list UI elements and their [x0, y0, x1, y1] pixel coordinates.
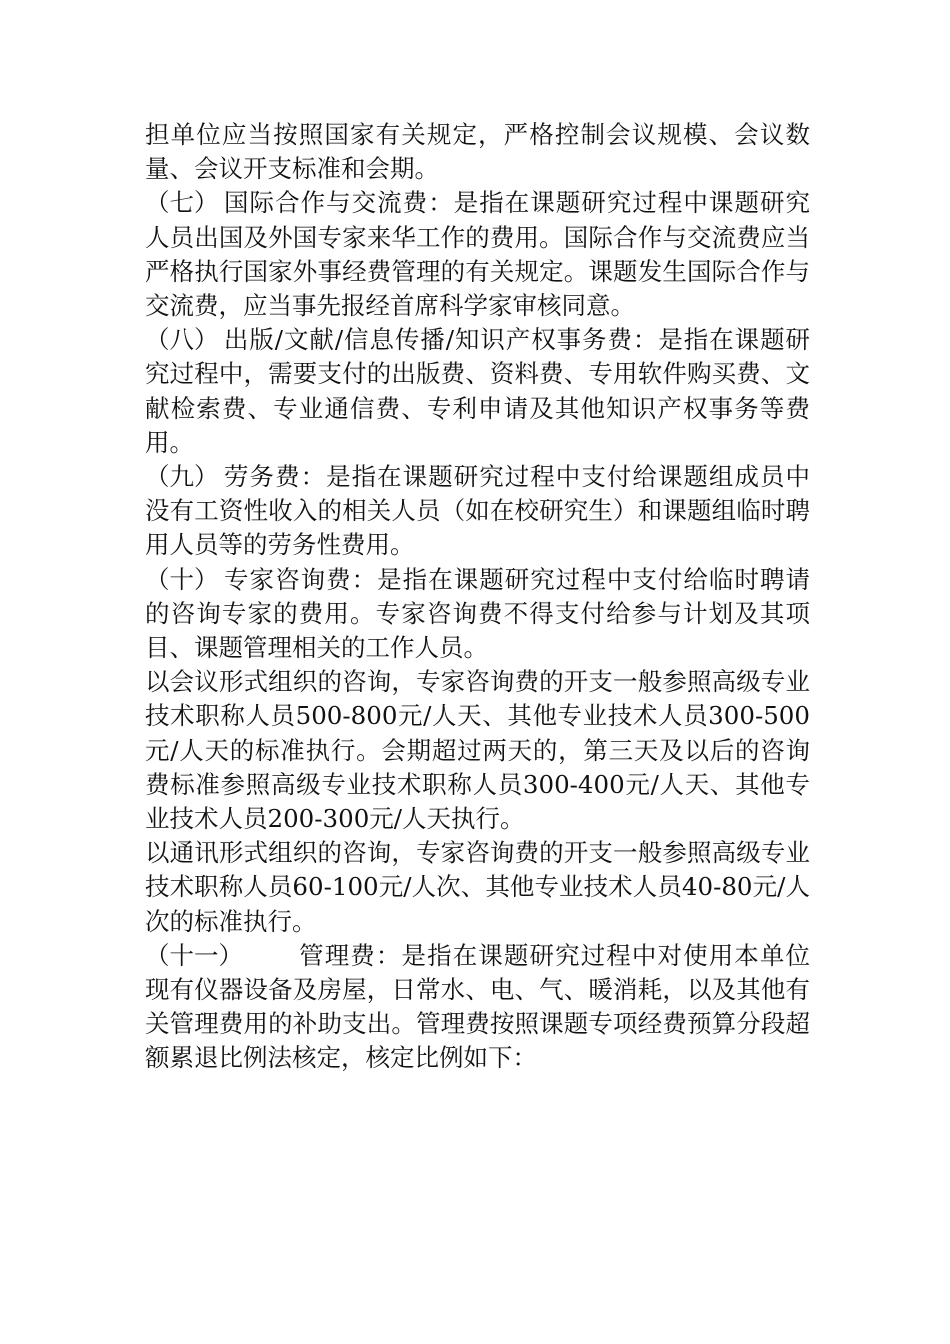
- paragraph-international-cooperation: [145, 186, 810, 323]
- item-number: （七）: [145, 188, 219, 218]
- paragraph-text: 以通讯形式组织的咨询，专家咨询费的开支一般参照高级专业技术职称人员60-100元/人次、其他专业技术人员40-80元/人次的标准执行。: [145, 838, 810, 936]
- paragraph-text: 出版/文献/信息传播/知识产权事务费：是指在课题研究过程中，需要支付的出版费、资料费、专用软件购买费、文献检索费、专业通信费、专利申请及其他知识产权事务等费用。: [145, 325, 810, 457]
- paragraph-meeting-control: [145, 118, 810, 186]
- item-number: （八）: [145, 325, 219, 355]
- item-number: （十）: [145, 564, 219, 594]
- paragraph-text: 管理费：是指在课题研究过程中对使用本单位现有仪器设备及房屋，日常水、电、气、暖消耗，以及其他有关管理费用的补助支出。管理费按照课题专项经费预算分段超额累退比例法核定，核定比例如下：: [145, 940, 810, 1073]
- item-number: （九）: [145, 462, 219, 492]
- paragraph-management-fees: [145, 939, 810, 1076]
- paragraph-meeting-consulting-rates: [145, 665, 810, 836]
- paragraph-text: 以会议形式组织的咨询，专家咨询费的开支一般参照高级专业技术职称人员500-800元/人天、其他专业技术人员300-500元/人天的标准执行。会期超过两天的，第三天及以后的咨询费标准参照高级专业技术职称人员300-400元/人天、其他专业技术人员200-300元/人天执行。: [145, 667, 810, 834]
- paragraph-text: 专家咨询费：是指在课题研究过程中支付给临时聘请的咨询专家的费用。专家咨询费不得支付给参与计划及其项目、课题管理相关的工作人员。: [145, 564, 810, 663]
- paragraph-text: 劳务费：是指在课题研究过程中支付给课题组成员中没有工资性收入的相关人员（如在校研究生）和课题组临时聘用人员等的劳务性费用。: [145, 462, 810, 560]
- paragraph-labor-fees: [145, 460, 810, 563]
- paragraph-text: 国际合作与交流费：是指在课题研究过程中课题研究人员出国及外国专家来华工作的费用。国际合作与交流费应当严格执行国家外事经费管理的有关规定。课题发生国际合作与交流费，应当事先报经首席科学家审核同意。: [145, 188, 810, 321]
- paragraph-expert-consulting: [145, 563, 810, 666]
- paragraph-text: 担单位应当按照国家有关规定，严格控制会议规模、会议数量、会议开支标准和会期。: [145, 120, 810, 184]
- paragraph-remote-consulting-rates: [145, 836, 810, 939]
- item-number: （十一）: [145, 940, 243, 970]
- document-body: [145, 118, 810, 1076]
- paragraph-publication-fees: [145, 323, 810, 460]
